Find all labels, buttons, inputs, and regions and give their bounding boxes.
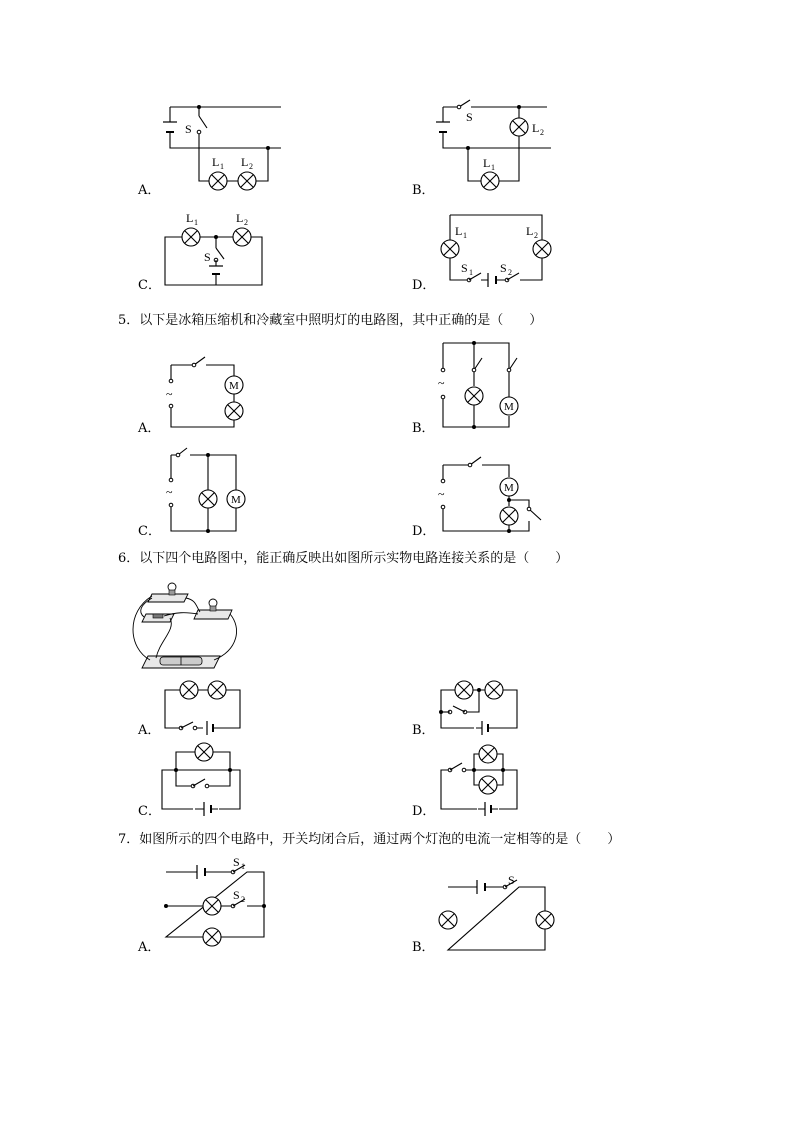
motor-label: M (231, 494, 241, 506)
lamp-icon (536, 911, 554, 929)
lamp-subscript: 2 (534, 231, 538, 240)
switch-label: S (461, 261, 468, 275)
q7-option-b: B． (412, 940, 435, 955)
switch-subscript: 1 (469, 268, 473, 277)
q4-option-d: D． (412, 278, 436, 293)
lamp-icon (481, 172, 499, 190)
switch-label: S (185, 122, 192, 136)
lamp-icon (199, 490, 217, 508)
q4-circuit-b (436, 100, 551, 190)
switch-subscript: 1 (241, 862, 245, 871)
q4-circuit-a (163, 105, 281, 190)
q6-circuit-b (439, 681, 517, 735)
lamp-subscript: 1 (491, 163, 495, 172)
lamp-subscript: 2 (540, 128, 544, 137)
switch-label: S (233, 888, 240, 902)
q7-circuit-a (164, 855, 266, 946)
q5-circuit-d (438, 457, 541, 533)
lamp-icon (479, 745, 497, 763)
lamp-subscript: 2 (244, 218, 248, 227)
q6-circuit-c (162, 743, 240, 817)
lamp-icon (510, 118, 528, 136)
q5-option-a: A． (138, 421, 161, 436)
q4-option-a: A． (138, 183, 161, 198)
lamp-label: L (526, 224, 534, 238)
lamp-label: L (186, 211, 194, 225)
ac-source-label: ~ (438, 376, 445, 390)
switch-label: S (204, 250, 211, 264)
lamp-icon (533, 240, 551, 258)
lamp-icon (441, 240, 459, 258)
q6-circuit-a (165, 681, 240, 735)
q4-option-c: C． (138, 278, 161, 293)
switch-subscript: 2 (508, 268, 512, 277)
lamp-label: L (212, 155, 220, 169)
q4-circuit-d (441, 215, 551, 287)
motor-label: M (504, 401, 514, 413)
q6-option-a: A． (138, 723, 161, 738)
lamp-icon (182, 228, 200, 246)
q5-circuit-a (166, 357, 243, 427)
question-6-text: 6．以下四个电路图中，能正确反映出如图所示实物电路连接关系的是（ ） (118, 551, 569, 566)
switch-label: S (508, 873, 515, 887)
ac-source-label: ~ (438, 487, 445, 501)
lamp-icon (180, 681, 198, 699)
lamp-label: L (532, 121, 540, 135)
q5-circuit-b (438, 341, 518, 429)
lamp-label: L (236, 211, 244, 225)
lamp-icon (479, 776, 497, 794)
lamp-icon (439, 911, 457, 929)
q4-circuit-c (165, 211, 262, 285)
lamp-label: L (483, 156, 491, 170)
q5-option-c: C． (138, 524, 161, 539)
q6-circuit-d (441, 745, 517, 817)
ac-source-label: ~ (166, 387, 173, 401)
question-5-text: 5．以下是冰箱压缩机和冷藏室中照明灯的电路图，其中正确的是（ ） (118, 313, 543, 328)
lamp-icon (233, 228, 251, 246)
switch-subscript: 2 (241, 895, 245, 904)
question-7-text: 7．如图所示的四个电路中，开关均闭合后，通过两个灯泡的电流一定相等的是（ ） (118, 832, 621, 847)
physical-circuit-picture (133, 583, 237, 668)
lamp-subscript: 1 (194, 218, 198, 227)
q5-circuit-c (166, 448, 245, 533)
lamp-icon (465, 387, 483, 405)
ac-source-label: ~ (166, 485, 173, 499)
lamp-label: L (455, 224, 463, 238)
lamp-icon (209, 172, 227, 190)
q5-option-d: D． (412, 524, 436, 539)
lamp-subscript: 1 (220, 162, 224, 171)
lamp-icon (225, 402, 243, 420)
switch-label: S (233, 855, 240, 869)
q7-option-a: A． (138, 940, 161, 955)
motor-label: M (229, 380, 239, 392)
q6-option-d: D． (412, 804, 436, 819)
q6-option-b: B． (412, 723, 435, 738)
lamp-subscript: 1 (463, 231, 467, 240)
q4-option-b: B． (412, 183, 435, 198)
lamp-icon (485, 681, 503, 699)
q5-option-b: B． (412, 421, 435, 436)
lamp-icon (500, 507, 518, 525)
lamp-icon (203, 897, 221, 915)
switch-label: S (466, 110, 473, 124)
lamp-subscript: 2 (249, 162, 253, 171)
q7-circuit-b (439, 873, 554, 950)
lamp-icon (203, 928, 221, 946)
lamp-label: L (241, 155, 249, 169)
motor-label: M (504, 482, 514, 494)
lamp-icon (195, 743, 213, 761)
lamp-icon (238, 172, 256, 190)
lamp-icon (455, 681, 473, 699)
q6-option-c: C． (138, 804, 161, 819)
switch-icon (153, 614, 163, 618)
switch-label: S (500, 261, 507, 275)
lamp-icon (208, 681, 226, 699)
